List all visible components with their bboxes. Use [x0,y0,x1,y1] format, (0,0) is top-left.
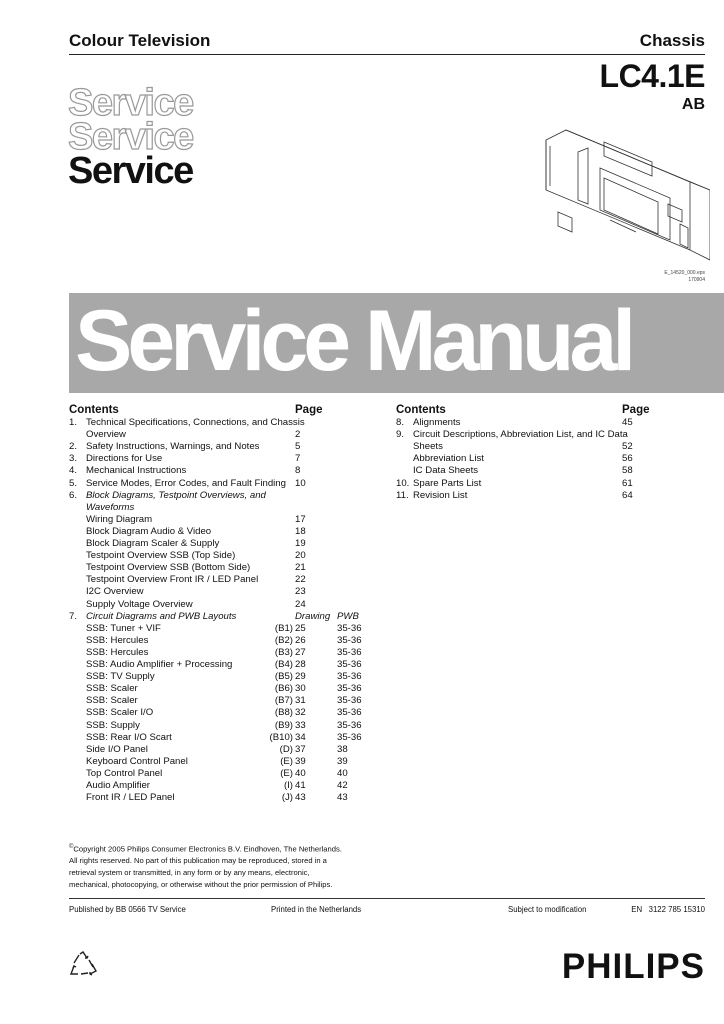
toc-entry-number: 6. [69,489,78,501]
circuit-code: (J) [281,792,293,804]
service-manual-banner [69,293,724,393]
toc-entry-title: Testpoint Overview SSB (Bottom Side) [86,562,251,574]
toc-entry-number: 9. [396,429,405,441]
circuit-title: SSB: Hercules [86,634,149,646]
circuit-drawing-page: 37 [295,743,306,755]
circuit-pwb-page: 35-36 [337,634,362,646]
toc-entry-title: Waveforms [86,501,135,513]
circuit-pwb-page: 35-36 [337,719,362,731]
circuit-code: (B3) [274,646,293,658]
circuit-code: (B1) [274,622,293,634]
circuit-title: SSB: Scaler [86,683,138,695]
toc-entry-page: 8 [295,465,301,477]
circuit-drawing-page: 40 [295,767,306,779]
recycle-icon [68,950,98,978]
circuit-title: SSB: Audio Amplifier + Processing [86,659,233,670]
circuit-code: (B6) [274,683,293,695]
toc-entry-number: 11. [396,489,409,501]
toc-entry-number: 8. [396,417,405,428]
toc-entry-title: IC Data Sheets [413,465,479,477]
circuit-pwb-page: 43 [337,792,348,804]
circuit-code: (B5) [274,671,293,683]
toc-entry-title: Circuit Descriptions, Abbreviation List, and IC Data [413,429,628,441]
toc-entry-number: 4. [69,465,78,477]
circuit-drawing-page: 28 [295,659,306,670]
toc-entry-title: Mechanical Instructions [86,465,187,477]
toc-entry-title: Sheets [413,441,443,453]
copyright-line: mechanical, photocopying, or otherwise without the prior permission of Philips. [69,879,333,889]
toc-entry-page: 22 [295,574,306,586]
circuit-code: (D) [279,743,293,755]
circuit-code: (B8) [274,707,293,719]
image-caption: E_14520_000.eps 170904 [664,270,705,283]
service-word-outline-2: Service [68,116,193,158]
service-word-solid: Service [68,150,193,192]
toc-entry-page: 17 [295,513,306,525]
toc-entry-page: 7 [295,453,301,465]
toc-entry-title: Block Diagrams, Testpoint Overviews, and [86,489,266,501]
toc-entry-title: I2C Overview [86,586,144,598]
toc-entry-title: Overview [86,429,126,441]
circuit-pwb-page: 35-36 [337,707,362,719]
toc-circuit-heading-cell: 7. [69,610,78,622]
footer-rule [69,898,705,899]
service-word-outline-1: Service [68,82,193,124]
circuit-drawing-page: 32 [295,707,306,719]
circuit-code: (B9) [274,719,293,731]
circuit-drawing-page: 25 [295,622,306,634]
circuit-code: (E) [280,755,293,767]
circuit-pwb-page: 35-36 [337,622,362,634]
copyright-notice [69,842,389,891]
circuit-title: Audio Amplifier [86,780,150,791]
circuit-drawing-page: 41 [295,780,306,791]
circuit-drawing-page: 27 [295,646,306,658]
circuit-pwb-page: 39 [337,755,348,767]
circuit-drawing-page: 33 [295,719,306,731]
toc-entry-title: Testpoint Overview SSB (Top Side) [86,550,236,562]
toc-entry-page: 24 [295,598,306,610]
circuit-pwb-page: 35-36 [337,671,362,683]
toc-entry-title: Testpoint Overview Front IR / LED Panel [86,574,259,586]
toc-left-heading: Contents [69,404,119,416]
footer-printed: Printed in the Netherlands [271,905,362,914]
circuit-pwb-page: 35-36 [337,683,362,695]
toc-left [69,404,362,814]
philips-logo: PHILIPS [561,947,705,986]
toc-entry-number: 2. [69,441,78,453]
circuit-title: SSB: Scaler I/O [86,707,154,719]
circuit-title: SSB: Tuner + VIF [86,622,161,634]
copyright-line: All rights reserved. No part of this publication may be reproduced, stored in a [69,856,327,866]
toc-entry-title: Abbreviation List [413,453,484,465]
circuit-code: (B10) [269,731,293,743]
toc-entry-number: 10. [396,477,410,489]
footer-subject: Subject to modification [508,905,587,914]
toc-entry-page: 20 [295,550,306,562]
tv-chassis-drawing [540,128,710,263]
toc-entry-page: 45 [622,417,633,428]
circuit-pwb-page: 35-36 [337,646,362,658]
toc-entry-title: Directions for Use [86,453,163,465]
toc-circuit-heading-cell: Drawing [295,610,331,622]
circuit-pwb-page: 35-36 [337,731,362,743]
toc-entry-page: 23 [295,586,306,598]
toc-entry-page: 18 [295,525,306,537]
toc-right-heading: Contents [396,404,446,416]
footer-published: Published by BB 0566 TV Service [69,905,186,914]
toc-entry-title: Block Diagram Scaler & Supply [86,538,220,549]
circuit-code: (B4) [274,659,293,670]
circuit-code: (E) [280,767,293,779]
circuit-pwb-page: 35-36 [337,659,362,670]
circuit-title: SSB: TV Supply [86,671,155,683]
toc-entry-title: Spare Parts List [413,477,482,489]
circuit-drawing-page: 43 [295,792,306,804]
toc-entry-page: 5 [295,441,301,453]
toc-entry-page: 21 [295,562,306,574]
toc-entry-page: 64 [622,489,633,501]
footer-doc-code: EN 3122 785 15310 [631,905,705,914]
circuit-pwb-page: 35-36 [337,695,362,707]
toc-left-page-heading: Page [295,404,323,416]
toc-entry-title: Block Diagram Audio & Video [86,525,212,537]
circuit-drawing-page: 34 [295,731,306,743]
copyright-line: retrieval system or transmitted, in any form or by any means, electronic, [69,868,310,878]
toc-entry-page: 19 [295,538,306,549]
header-rule [69,54,705,55]
banner-title: Service Manual [75,293,632,389]
chassis-label: Chassis [639,31,705,50]
region-code: AB [681,96,705,113]
toc-right-page-heading: Page [622,404,650,416]
toc-entry-page: 58 [622,465,633,477]
copyright-symbol: © [69,844,74,850]
circuit-code: (B7) [274,695,293,707]
toc-entry-number: 5. [69,477,78,489]
toc-entry-title: Wiring Diagram [86,513,153,525]
circuit-title: Front IR / LED Panel [86,792,175,804]
copyright-line: Copyright 2005 Philips Consumer Electronics B.V. Eindhoven, The Netherlands. [73,844,342,854]
toc-entry-title: Technical Specifications, Connections, and Chassis [86,417,305,428]
circuit-code: (I) [283,780,293,791]
circuit-drawing-page: 26 [295,634,306,646]
toc-right [396,404,706,524]
circuit-title: SSB: Rear I/O Scart [86,731,172,743]
circuit-title: Keyboard Control Panel [86,755,188,767]
circuit-drawing-page: 31 [295,695,306,707]
toc-entry-page: 61 [622,477,633,489]
toc-entry-page: 52 [622,441,633,453]
circuit-code: (B2) [274,634,293,646]
toc-entry-page: 56 [622,453,633,465]
toc-circuit-heading-cell: PWB [337,610,359,622]
toc-entry-title: Revision List [413,489,468,501]
circuit-pwb-page: 42 [337,780,348,791]
toc-circuit-heading-cell: Circuit Diagrams and PWB Layouts [86,610,237,622]
circuit-title: Side I/O Panel [86,743,148,755]
toc-entry-title: Alignments [413,417,461,428]
circuit-drawing-page: 30 [295,683,306,695]
toc-entry-page: 2 [295,429,301,441]
toc-entry-number: 3. [69,453,78,465]
toc-entry-title: Safety Instructions, Warnings, and Notes [86,441,260,453]
circuit-title: Top Control Panel [86,767,163,779]
model-number: LC4.1E [599,58,705,94]
circuit-drawing-page: 39 [295,755,306,767]
toc-entry-number: 1. [69,417,78,428]
circuit-title: SSB: Scaler [86,695,138,707]
circuit-drawing-page: 29 [295,671,306,683]
product-type: Colour Television [69,31,211,50]
toc-entry-title: Service Modes, Error Codes, and Fault Finding [86,477,286,489]
toc-entry-page: 10 [295,477,306,489]
circuit-title: SSB: Supply [86,719,140,731]
circuit-title: SSB: Hercules [86,646,149,658]
circuit-pwb-page: 38 [337,743,348,755]
toc-entry-title: Supply Voltage Overview [86,598,193,610]
circuit-pwb-page: 40 [337,767,348,779]
